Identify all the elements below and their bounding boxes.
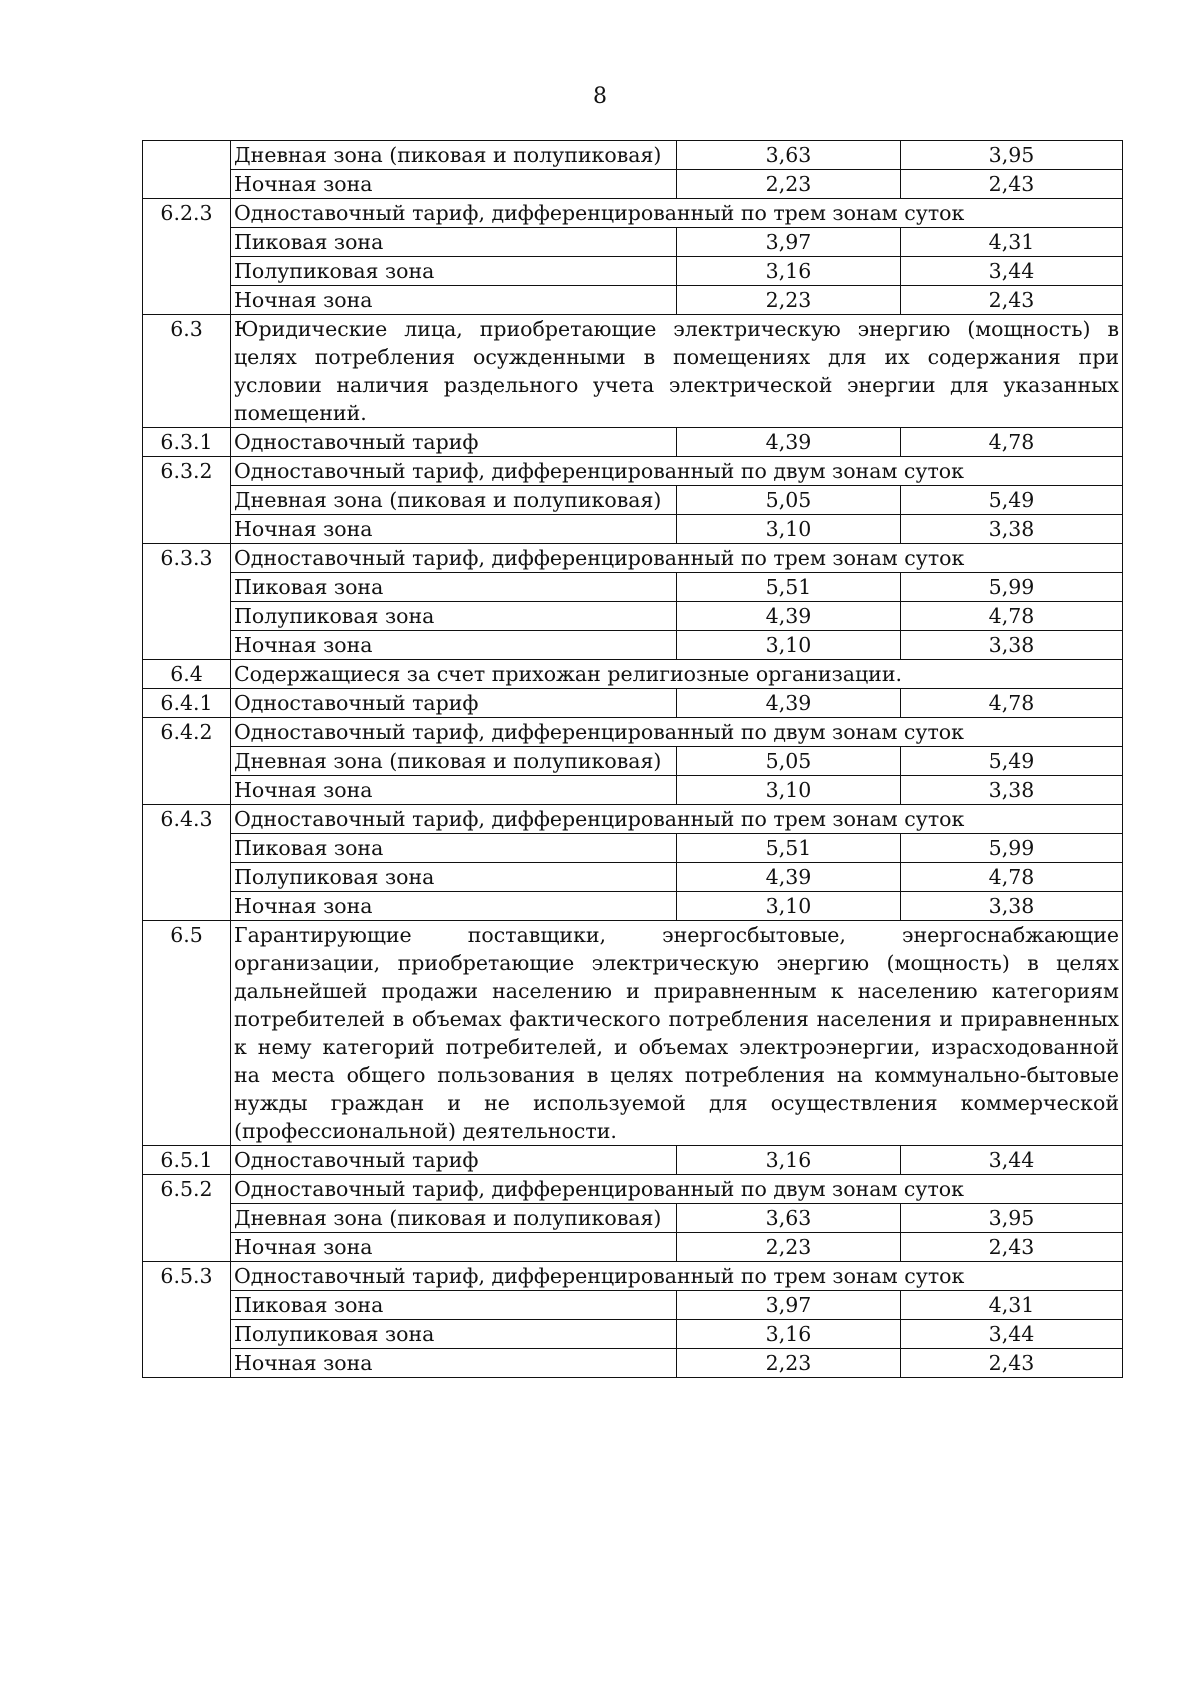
tariff-value-1: 5,51 — [677, 834, 901, 863]
row-label: Пиковая зона — [231, 1291, 677, 1320]
row-number: 6.3.2 — [143, 457, 231, 544]
row-label: Одноставочный тариф, дифференцированный по двум зонам суток — [231, 457, 1123, 486]
tariff-value-1: 3,10 — [677, 776, 901, 805]
tariff-value-1: 5,05 — [677, 747, 901, 776]
tariff-value-1: 2,23 — [677, 170, 901, 199]
tariff-value-1: 3,16 — [677, 1320, 901, 1349]
row-label: Пиковая зона — [231, 834, 677, 863]
tariff-value-1: 2,23 — [677, 1233, 901, 1262]
tariff-value-1: 3,10 — [677, 515, 901, 544]
row-label: Ночная зона — [231, 776, 677, 805]
row-label: Ночная зона — [231, 1349, 677, 1378]
tariff-value-2: 3,44 — [901, 257, 1123, 286]
tariff-value-1: 3,63 — [677, 1204, 901, 1233]
table-row — [143, 689, 1123, 718]
page-number: 8 — [593, 84, 607, 109]
tariff-value-1: 4,39 — [677, 863, 901, 892]
table-row — [143, 1204, 1123, 1233]
row-label: Одноставочный тариф, дифференцированный по трем зонам суток — [231, 199, 1123, 228]
row-label: Юридические лица, приобретающие электрическую энергию (мощность) в целях потребления осужденными в помещениях для их содержания при условии наличия раздельного учета электрической энергии для указанных помещений. — [231, 315, 1123, 428]
table-row — [143, 1175, 1123, 1204]
tariff-table-body — [143, 141, 1123, 1378]
row-label: Одноставочный тариф, дифференцированный по двум зонам суток — [231, 718, 1123, 747]
row-number: 6.4.1 — [143, 689, 231, 718]
tariff-value-1: 3,63 — [677, 141, 901, 170]
table-row — [143, 776, 1123, 805]
row-number: 6.5.1 — [143, 1146, 231, 1175]
tariff-value-2: 3,95 — [901, 141, 1123, 170]
table-row — [143, 1320, 1123, 1349]
tariff-value-2: 3,38 — [901, 776, 1123, 805]
row-label: Содержащиеся за счет прихожан религиозные организации. — [231, 660, 1123, 689]
table-row — [143, 457, 1123, 486]
row-label: Ночная зона — [231, 1233, 677, 1262]
table-row — [143, 573, 1123, 602]
tariff-value-2: 3,38 — [901, 631, 1123, 660]
tariff-value-2: 5,99 — [901, 834, 1123, 863]
row-label: Одноставочный тариф, дифференцированный по трем зонам суток — [231, 544, 1123, 573]
row-label: Одноставочный тариф, дифференцированный по трем зонам суток — [231, 1262, 1123, 1291]
tariff-value-2: 5,49 — [901, 486, 1123, 515]
tariff-value-2: 4,78 — [901, 689, 1123, 718]
table-row — [143, 1146, 1123, 1175]
tariff-value-2: 5,99 — [901, 573, 1123, 602]
tariff-value-2: 3,95 — [901, 1204, 1123, 1233]
row-number: 6.3.1 — [143, 428, 231, 457]
table-row — [143, 1262, 1123, 1291]
row-label: Дневная зона (пиковая и полупиковая) — [231, 486, 677, 515]
table-row — [143, 515, 1123, 544]
tariff-value-2: 3,38 — [901, 515, 1123, 544]
tariff-table — [142, 140, 1123, 1378]
table-row — [143, 1349, 1123, 1378]
row-label: Дневная зона (пиковая и полупиковая) — [231, 1204, 677, 1233]
table-row — [143, 747, 1123, 776]
row-number: 6.5 — [143, 921, 231, 1146]
row-label: Полупиковая зона — [231, 1320, 677, 1349]
row-number: 6.5.3 — [143, 1262, 231, 1378]
row-label: Ночная зона — [231, 286, 677, 315]
table-row — [143, 544, 1123, 573]
row-label: Одноставочный тариф — [231, 689, 677, 718]
row-number: 6.4 — [143, 660, 231, 689]
row-label: Одноставочный тариф, дифференцированный по двум зонам суток — [231, 1175, 1123, 1204]
tariff-value-1: 3,16 — [677, 257, 901, 286]
tariff-value-1: 4,39 — [677, 428, 901, 457]
table-row — [143, 718, 1123, 747]
tariff-value-1: 3,97 — [677, 228, 901, 257]
tariff-value-2: 2,43 — [901, 170, 1123, 199]
tariff-value-2: 4,31 — [901, 1291, 1123, 1320]
row-label: Ночная зона — [231, 515, 677, 544]
row-label: Одноставочный тариф — [231, 428, 677, 457]
table-row — [143, 805, 1123, 834]
table-row — [143, 257, 1123, 286]
tariff-value-2: 2,43 — [901, 1233, 1123, 1262]
row-label: Ночная зона — [231, 631, 677, 660]
table-row — [143, 199, 1123, 228]
tariff-value-2: 2,43 — [901, 286, 1123, 315]
table-row — [143, 834, 1123, 863]
tariff-value-1: 2,23 — [677, 1349, 901, 1378]
row-label: Пиковая зона — [231, 228, 677, 257]
tariff-value-2: 3,38 — [901, 892, 1123, 921]
row-label: Дневная зона (пиковая и полупиковая) — [231, 747, 677, 776]
row-label: Ночная зона — [231, 892, 677, 921]
table-row — [143, 315, 1123, 428]
tariff-value-2: 4,78 — [901, 863, 1123, 892]
row-label: Дневная зона (пиковая и полупиковая) — [231, 141, 677, 170]
tariff-value-1: 3,10 — [677, 892, 901, 921]
row-label: Гарантирующие поставщики, энергосбытовые, энергоснабжающие организации, приобретающие электрическую энергию (мощность) в целях дальнейшей продажи населению и приравненным к населению категориям потребителей в объемах фактического потребления населения и приравненных к нему категорий потребителей, и объемах электроэнергии, израсходованной на места общего пользования в целях потребления на коммунально-бытовые нужды граждан и не используемой для осуществления коммерческой (профессиональной) деятельности. — [231, 921, 1123, 1146]
table-row — [143, 170, 1123, 199]
table-row — [143, 892, 1123, 921]
table-row — [143, 486, 1123, 515]
row-label: Ночная зона — [231, 170, 677, 199]
row-number: 6.3 — [143, 315, 231, 428]
row-label: Одноставочный тариф — [231, 1146, 677, 1175]
row-number: 6.4.2 — [143, 718, 231, 805]
table-row — [143, 631, 1123, 660]
row-number: 6.4.3 — [143, 805, 231, 921]
row-number: 6.5.2 — [143, 1175, 231, 1262]
table-row — [143, 602, 1123, 631]
tariff-value-2: 2,43 — [901, 1349, 1123, 1378]
tariff-value-1: 4,39 — [677, 602, 901, 631]
tariff-value-1: 5,51 — [677, 573, 901, 602]
tariff-value-1: 3,16 — [677, 1146, 901, 1175]
tariff-value-2: 5,49 — [901, 747, 1123, 776]
row-label: Пиковая зона — [231, 573, 677, 602]
row-number: 6.3.3 — [143, 544, 231, 660]
row-label: Полупиковая зона — [231, 257, 677, 286]
tariff-value-2: 4,31 — [901, 228, 1123, 257]
tariff-value-2: 4,78 — [901, 428, 1123, 457]
tariff-value-1: 5,05 — [677, 486, 901, 515]
table-row — [143, 1291, 1123, 1320]
table-row — [143, 660, 1123, 689]
row-label: Полупиковая зона — [231, 863, 677, 892]
row-number — [143, 141, 231, 199]
table-row — [143, 921, 1123, 1146]
table-row — [143, 863, 1123, 892]
tariff-value-2: 3,44 — [901, 1146, 1123, 1175]
tariff-value-2: 4,78 — [901, 602, 1123, 631]
row-label: Полупиковая зона — [231, 602, 677, 631]
table-row — [143, 141, 1123, 170]
tariff-value-1: 2,23 — [677, 286, 901, 315]
tariff-value-2: 3,44 — [901, 1320, 1123, 1349]
table-row — [143, 286, 1123, 315]
row-label: Одноставочный тариф, дифференцированный по трем зонам суток — [231, 805, 1123, 834]
table-row — [143, 228, 1123, 257]
table-row — [143, 1233, 1123, 1262]
tariff-value-1: 3,97 — [677, 1291, 901, 1320]
tariff-value-1: 4,39 — [677, 689, 901, 718]
row-number: 6.2.3 — [143, 199, 231, 315]
tariff-value-1: 3,10 — [677, 631, 901, 660]
table-row — [143, 428, 1123, 457]
